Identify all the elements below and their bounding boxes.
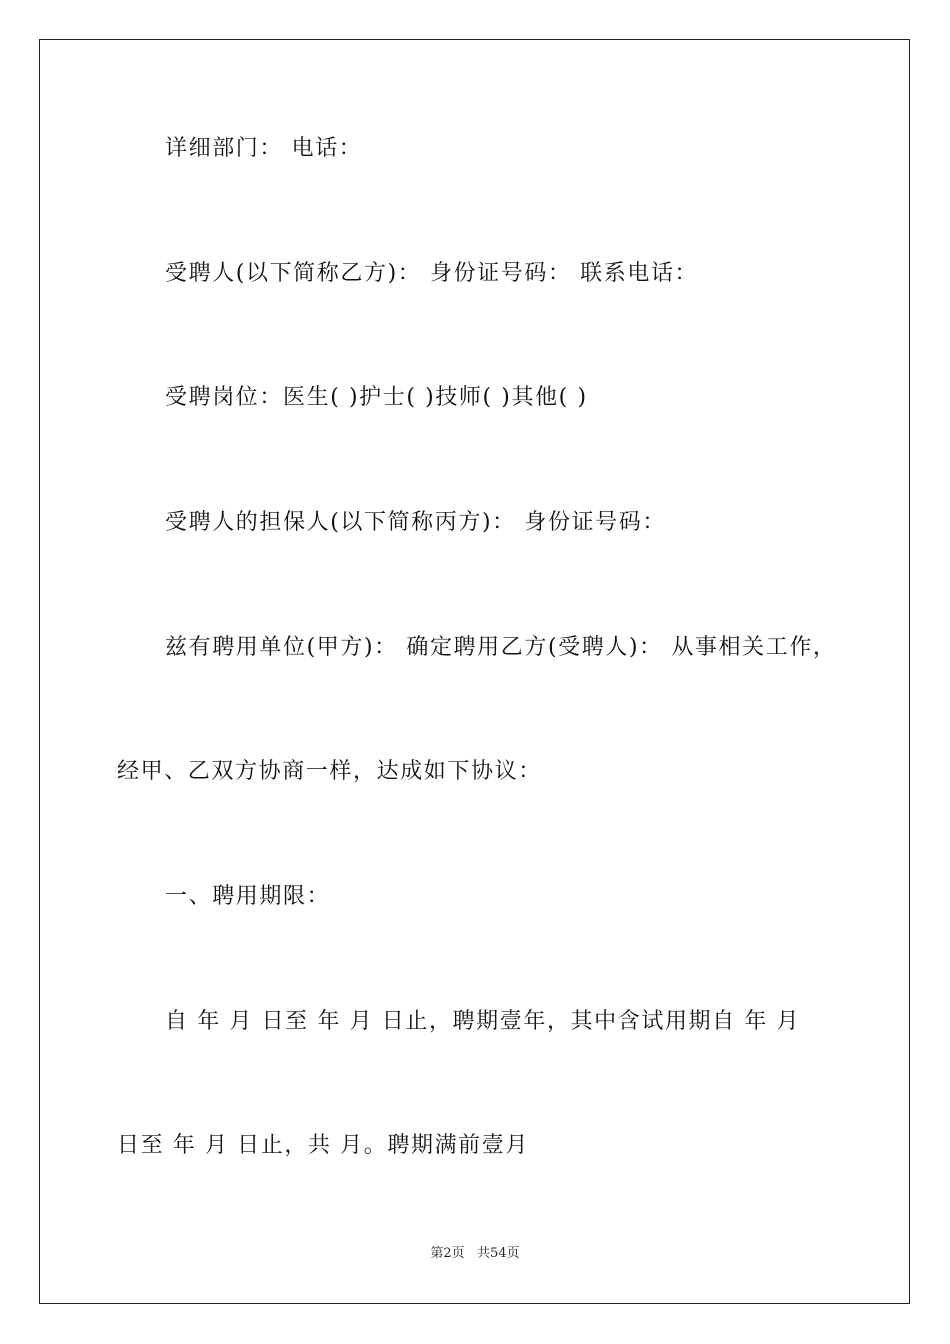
paragraph-position: 受聘岗位：医生( )护士( )技师( )其他( ) <box>165 385 588 410</box>
page-number-footer: 第2页 共54页 <box>430 1246 520 1261</box>
paragraph-employee-info: 受聘人(以下简称乙方)： 身份证号码： 联系电话： <box>165 261 699 286</box>
paragraph-agreement-continuation: 经甲、乙双方协商一样，达成如下协议： <box>117 759 542 784</box>
page-border <box>39 39 910 1304</box>
paragraph-hiring-statement: 兹有聘用单位(甲方)： 确定聘用乙方(受聘人)： 从事相关工作， <box>165 635 837 660</box>
section-heading-term: 一、聘用期限： <box>165 884 331 909</box>
paragraph-guarantor: 受聘人的担保人(以下简称丙方)： 身份证号码： <box>165 510 666 535</box>
paragraph-term-dates-continuation: 日至 年 月 日止，共 月。聘期满前壹月 <box>117 1133 529 1158</box>
paragraph-term-dates: 自 年 月 日至 年 月 日止，聘期壹年，其中含试用期自 年 月 <box>165 1009 801 1034</box>
paragraph-department-phone: 详细部门： 电话： <box>165 136 363 161</box>
